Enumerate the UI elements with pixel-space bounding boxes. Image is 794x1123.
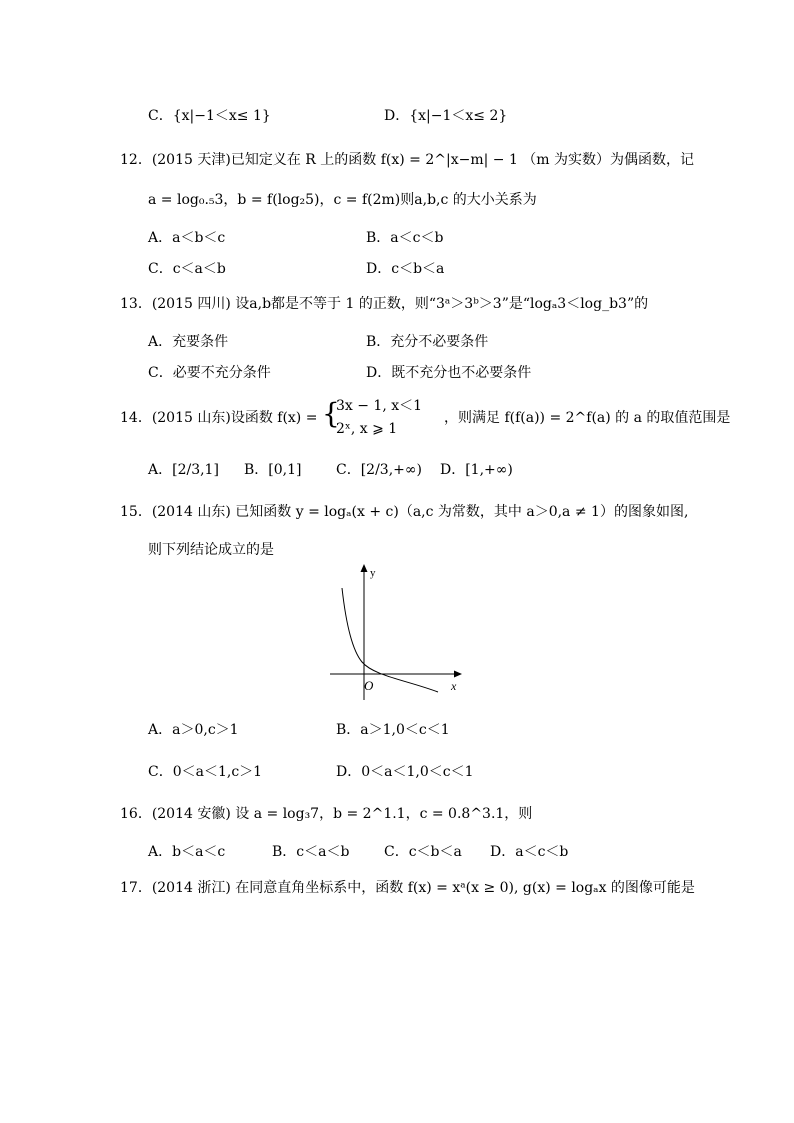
x-axis-arrow bbox=[454, 671, 462, 678]
q14-case-2: 2ˣ, x ⩾ 1 bbox=[336, 421, 398, 437]
log-curve bbox=[342, 588, 438, 692]
q15-line2: 则下列结论成立的是 bbox=[148, 542, 274, 558]
q14-stem-pre: 14．(2015 山东)设函数 f(x) = bbox=[120, 410, 318, 426]
q13-stem: 13．(2015 四川) 设a,b都是不等于 1 的正数，则“3ᵃ＞3ᵇ＞3”是“logₐ3＜log_b3”的 bbox=[120, 296, 649, 312]
q13-option-a: A．充要条件 bbox=[148, 334, 229, 350]
q14-option-c: C．[2/3,+∞) bbox=[336, 462, 423, 478]
q15-option-d: D．0＜a＜1,0＜c＜1 bbox=[336, 764, 474, 780]
q15-option-b: B．a＞1,0＜c＜1 bbox=[336, 722, 450, 738]
q16-stem: 16．(2014 安徽) 设 a = log₃7，b = 2^1.1，c = 0.8^3.1，则 bbox=[120, 806, 533, 822]
x-axis-label: x bbox=[451, 679, 457, 693]
q12-option-d: D．c＜b＜a bbox=[366, 261, 445, 277]
y-axis-arrow bbox=[361, 564, 368, 572]
q12-option-a: A．a＜b＜c bbox=[148, 230, 226, 246]
q14-brace: { bbox=[322, 397, 340, 430]
q11-option-c: C．{x|−1＜x≤ 1} bbox=[148, 108, 271, 124]
origin-label: O bbox=[364, 678, 374, 693]
q16-option-a: A．b＜a＜c bbox=[148, 844, 226, 860]
q14-stem-post: ，则满足 f(f(a)) = 2^f(a) 的 a 的取值范围是 bbox=[444, 410, 731, 426]
q13-option-d: D．既不充分也不必要条件 bbox=[366, 365, 532, 381]
q14-case-1: 3x − 1, x＜1 bbox=[336, 398, 423, 414]
q12-option-c: C．c＜a＜b bbox=[148, 261, 226, 277]
q13-option-b: B．充分不必要条件 bbox=[366, 334, 489, 350]
q15-option-a: A．a＞0,c＞1 bbox=[148, 722, 239, 738]
q17-stem: 17．(2014 浙江) 在同意直角坐标系中，函数 f(x) = xᵃ(x ≥ 0), g(x) = logₐx 的图像可能是 bbox=[120, 880, 695, 896]
q12-line2: a = log₀.₅3，b = f(log₂5)，c = f(2m)则a,b,c 的大小关系为 bbox=[148, 192, 537, 208]
q11-option-d: D．{x|−1＜x≤ 2} bbox=[384, 108, 508, 124]
q16-option-b: B．c＜a＜b bbox=[272, 844, 350, 860]
q12-stem: 12．(2015 天津)已知定义在 R 上的函数 f(x) = 2^|x−m| − 1 （m 为实数）为偶函数，记 bbox=[120, 152, 695, 168]
q16-option-d: D．a＜c＜b bbox=[490, 844, 569, 860]
q15-stem: 15．(2014 山东) 已知函数 y = logₐ(x + c)（a,c 为常数，其中 a＞0,a ≠ 1）的图象如图, bbox=[120, 504, 689, 520]
y-axis-label: y bbox=[370, 567, 376, 579]
q13-option-c: C．必要不充分条件 bbox=[148, 365, 271, 381]
q12-option-b: B．a＜c＜b bbox=[366, 230, 444, 246]
q15-graph bbox=[328, 562, 468, 704]
q14-option-b: B．[0,1] bbox=[244, 462, 302, 478]
q14-option-a: A．[2/3,1] bbox=[148, 462, 219, 478]
q14-option-d: D．[1,+∞) bbox=[440, 462, 513, 478]
q15-option-c: C．0＜a＜1,c＞1 bbox=[148, 764, 263, 780]
q16-option-c: C．c＜b＜a bbox=[384, 844, 462, 860]
